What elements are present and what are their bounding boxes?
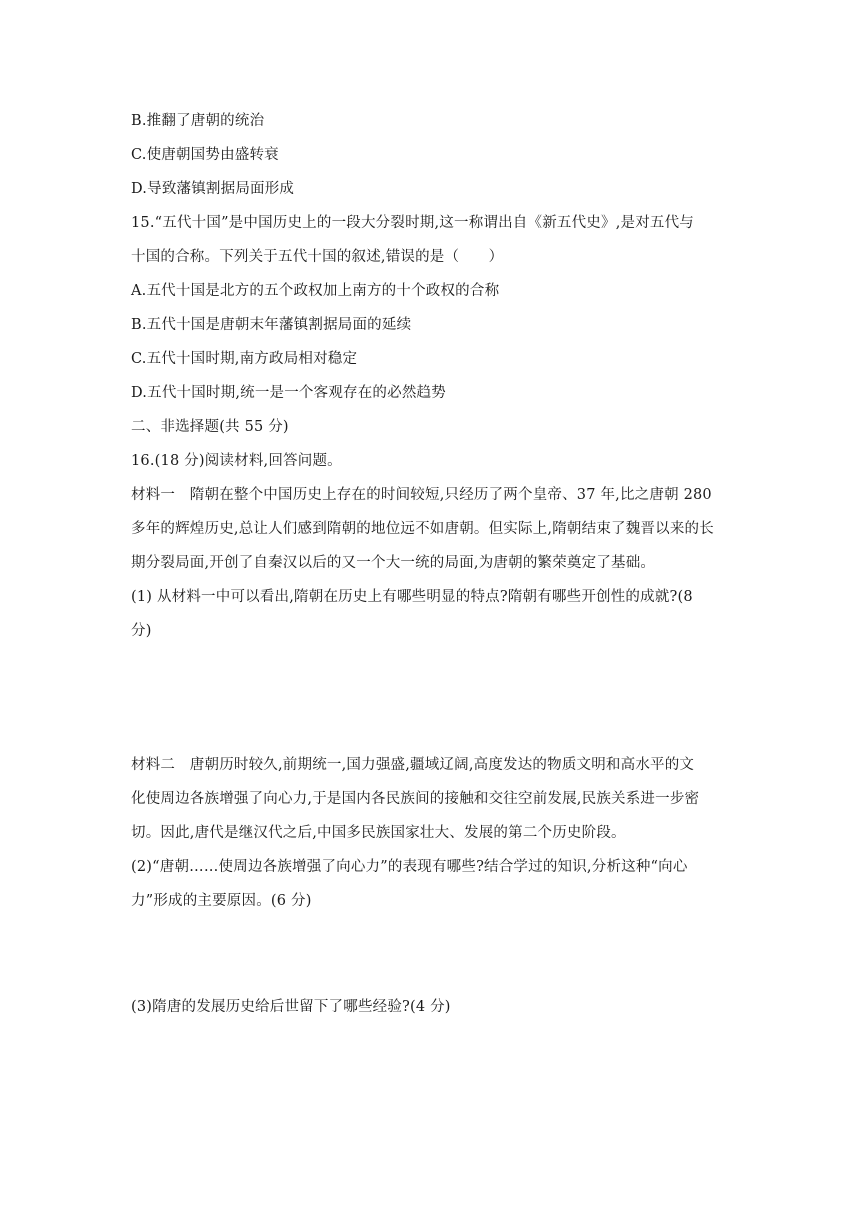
q16-subquestion-3: (3)隋唐的发展历史给后世留下了哪些经验?(4 分) bbox=[131, 999, 451, 1015]
q14-option-c: C.使唐朝国势由盛转衰 bbox=[131, 147, 279, 163]
q15-stem-line-2: 十国的合称。下列关于五代十国的叙述,错误的是（ ） bbox=[131, 249, 504, 265]
q15-option-a: A.五代十国是北方的五个政权加上南方的十个政权的合称 bbox=[131, 283, 500, 299]
q14-option-d: D.导致藩镇割据局面形成 bbox=[131, 181, 295, 197]
q16-subquestion-2-line-1: (2)“唐朝……使周边各族增强了向心力”的表现有哪些?结合学过的知识,分析这种“向心 bbox=[131, 859, 688, 875]
q16-material-2-line-3: 切。因此,唐代是继汉代之后,中国多民族国家壮大、发展的第二个历史阶段。 bbox=[131, 825, 626, 841]
q16-subquestion-1-line-2: 分) bbox=[131, 623, 152, 639]
q15-option-b: B.五代十国是唐朝末年藩镇割据局面的延续 bbox=[131, 317, 412, 333]
q16-subquestion-2-line-2: 力”形成的主要原因。(6 分) bbox=[131, 893, 312, 909]
q15-stem-line-1: 15.“五代十国”是中国历史上的一段大分裂时期,这一称谓出自《新五代史》,是对五代与 bbox=[131, 215, 695, 231]
q16-material-2-line-1: 材料二 唐朝历时较久,前期统一,国力强盛,疆域辽阔,高度发达的物质文明和高水平的文 bbox=[131, 757, 695, 773]
q16-material-1-line-2: 多年的辉煌历史,总让人们感到隋朝的地位远不如唐朝。但实际上,隋朝结束了魏晋以来的长 bbox=[131, 521, 714, 537]
q16-material-1-line-3: 期分裂局面,开创了自秦汉以后的又一个大一统的局面,为唐朝的繁荣奠定了基础。 bbox=[131, 555, 656, 571]
q16-material-2-line-2: 化使周边各族增强了向心力,于是国内各民族间的接触和交往空前发展,民族关系进一步密 bbox=[131, 791, 700, 807]
q16-stem: 16.(18 分)阅读材料,回答问题。 bbox=[131, 453, 342, 469]
q16-material-1-line-1: 材料一 隋朝在整个中国历史上存在的时间较短,只经历了两个皇帝、37 年,比之唐朝 280 bbox=[131, 487, 712, 503]
q14-option-b: B.推翻了唐朝的统治 bbox=[131, 113, 265, 129]
q15-option-d: D.五代十国时期,统一是一个客观存在的必然趋势 bbox=[131, 385, 446, 401]
q16-subquestion-1-line-1: (1) 从材料一中可以看出,隋朝在历史上有哪些明显的特点?隋朝有哪些开创性的成就?(8 bbox=[131, 589, 693, 605]
q15-option-c: C.五代十国时期,南方政局相对稳定 bbox=[131, 351, 358, 367]
section-2-title: 二、非选择题(共 55 分) bbox=[131, 419, 289, 435]
